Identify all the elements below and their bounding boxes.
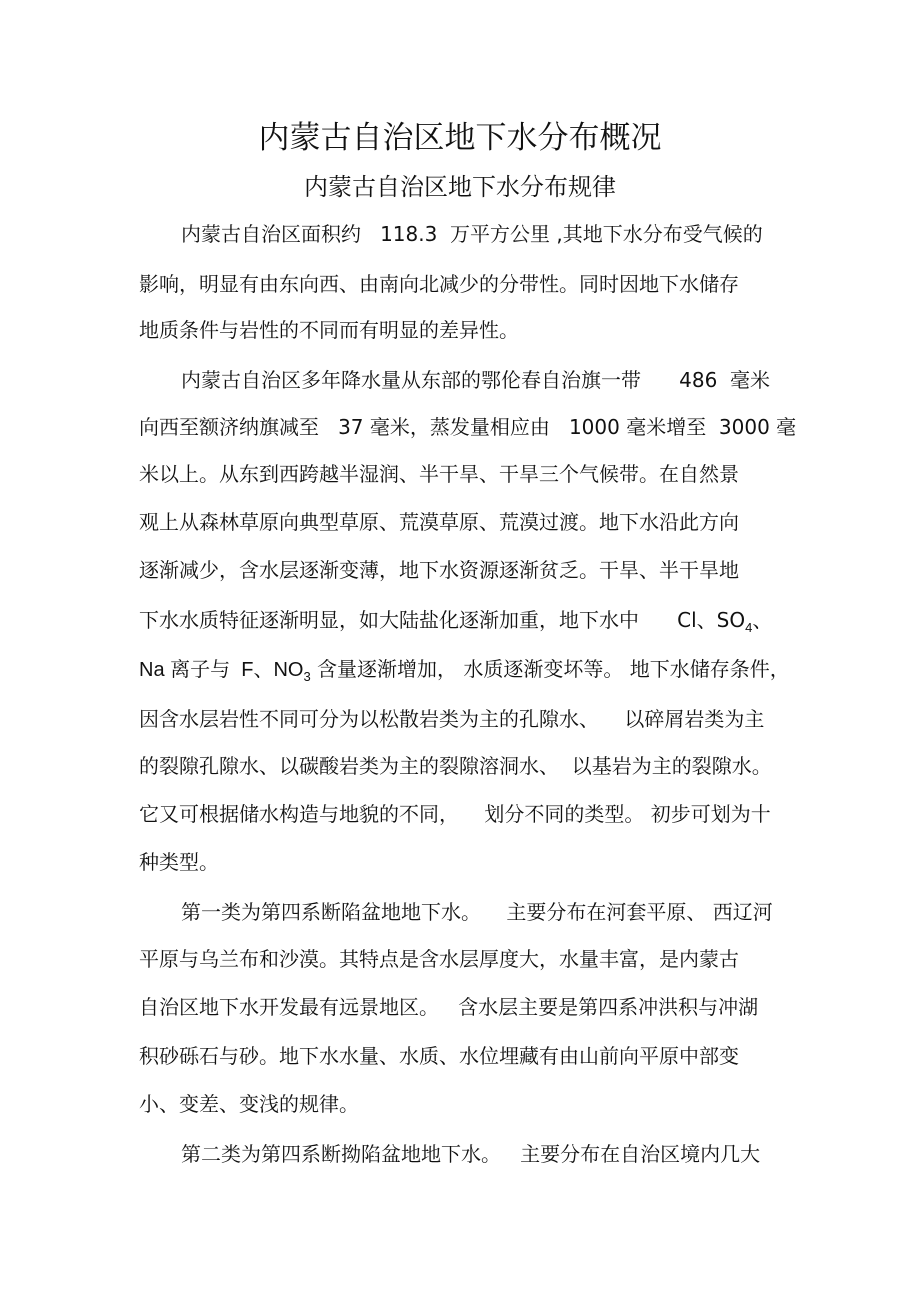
line-7-tail: 含量逐渐增加， 水质逐渐变坏等。 地下水储存条件，	[310, 657, 790, 681]
paragraph-2-line-9: 的裂隙孔隙水、以碳酸岩类为主的裂隙溶洞水、 以基岩为主的裂隙水。	[139, 754, 772, 778]
paragraph-3-line-4: 积砂砾石与砂。地下水水量、水质、水位埋藏有由山前向平原中部变	[139, 1044, 739, 1068]
paragraph-2-line-4: 观上从森林草原向典型草原、荒漠草原、荒漠过渡。地下水沿此方向	[139, 510, 739, 534]
paragraph-2-line-7	[139, 655, 790, 686]
line-7-text: Na 离子与 F、NO	[139, 659, 304, 681]
paragraph-3-line-5: 小、变差、变浅的规律。	[139, 1092, 359, 1116]
section-heading: 内蒙古自治区地下水分布规律	[304, 173, 616, 201]
paragraph-3-line-2: 平原与乌兰布和沙漠。其特点是含水层厚度大，水量丰富，是内蒙古	[139, 947, 739, 971]
paragraph-2-line-6	[139, 606, 772, 637]
paragraph-2-line-2: 向西至额济纳旗减至 37 毫米，蒸发量相应由 1000 毫米增至 3000 毫	[139, 415, 797, 439]
paragraph-3-line-3: 自治区地下水开发最有远景地区。 含水层主要是第四系冲洪积与冲湖	[139, 995, 759, 1019]
line-6-text: 下水水质特征逐渐明显，如大陆盐化逐渐加重，地下水中 Cl、SO	[139, 608, 746, 632]
paragraph-1-line-2: 影响，明显有由东向西、由南向北减少的分带性。同时因地下水储存	[139, 272, 739, 296]
paragraph-2-line-3: 米以上。从东到西跨越半湿润、半干旱、干旱三个气候带。在自然景	[139, 462, 739, 486]
line-6-tail: 、	[752, 608, 773, 632]
paragraph-1-line-1: 内蒙古自治区面积约 118.3 万平方公里 ,其地下水分布受气候的	[181, 222, 763, 246]
paragraph-4-line-1: 第二类为第四系断拗陷盆地地下水。 主要分布在自治区境内几大	[181, 1142, 761, 1166]
so4-subscript: 4	[745, 620, 753, 635]
paragraph-2-line-5: 逐渐减少，含水层逐渐变薄，地下水资源逐渐贫乏。干旱、半干旱地	[139, 558, 739, 582]
paragraph-3-line-1: 第一类为第四系断陷盆地地下水。 主要分布在河套平原、 西辽河	[181, 900, 773, 924]
paragraph-2-line-1: 内蒙古自治区多年降水量从东部的鄂伦春自治旗一带 486 毫米	[181, 368, 771, 392]
document-title: 内蒙古自治区地下水分布概况	[258, 120, 662, 156]
paragraph-1-line-3: 地质条件与岩性的不同而有明显的差异性。	[139, 318, 519, 342]
paragraph-2-line-10: 它又可根据储水构造与地貌的不同， 划分不同的类型。 初步可划为十	[139, 802, 771, 826]
paragraph-2-line-11: 种类型。	[139, 850, 219, 874]
paragraph-2-line-8: 因含水层岩性不同可分为以松散岩类为主的孔隙水、 以碎屑岩类为主	[139, 707, 765, 731]
no3-subscript: 3	[303, 669, 311, 684]
